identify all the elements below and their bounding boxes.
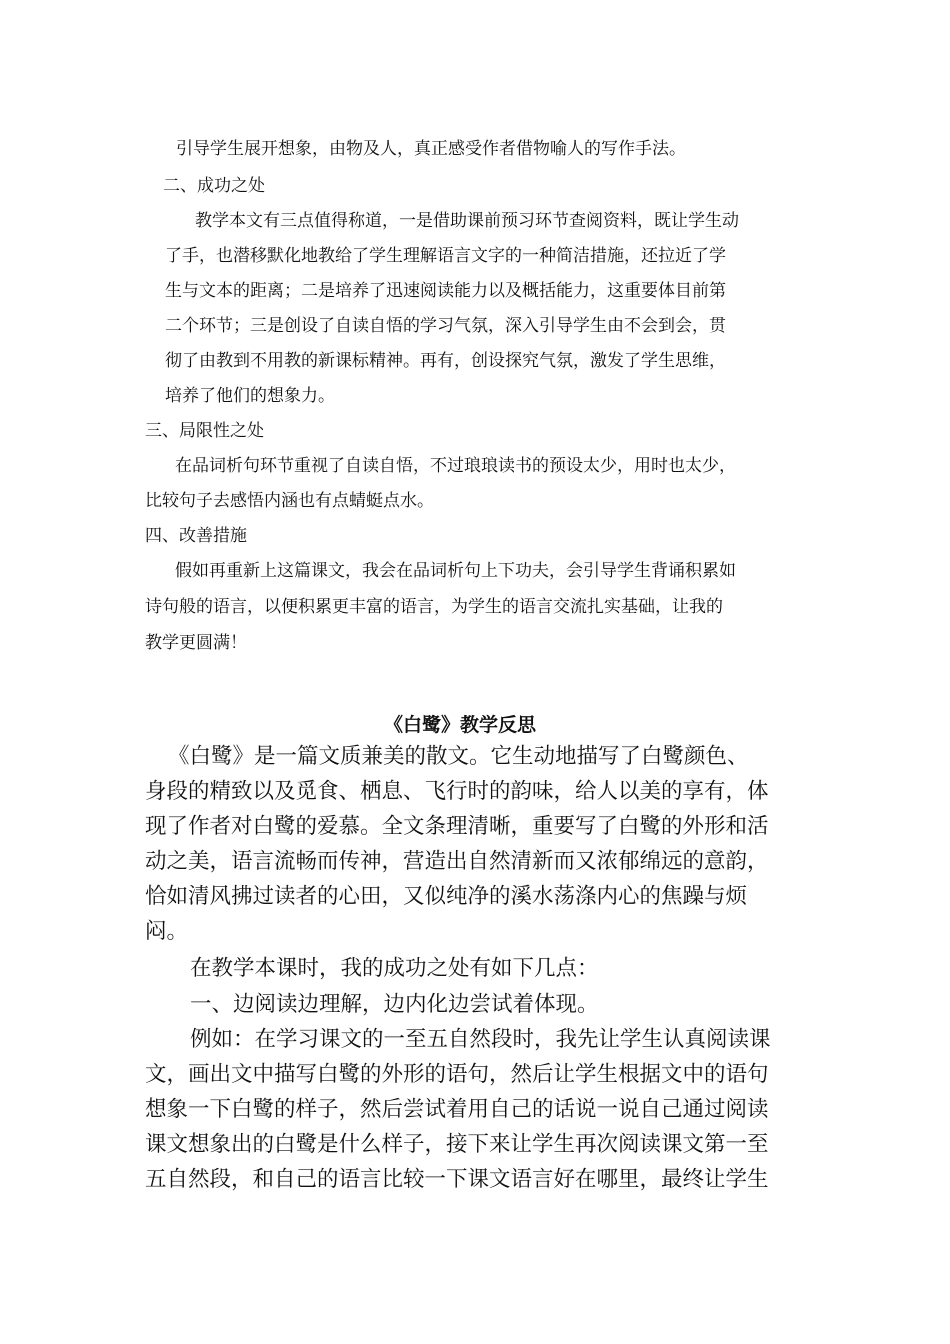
paragraph-line: 文，画出文中描写白鹭的外形的语句，然后让学生根据文中的语句 <box>145 1062 769 1087</box>
paragraph-line: 身段的精致以及觅食、栖息、飞行时的韵味，给人以美的享有，体 <box>145 779 769 804</box>
paragraph-line: 在品词析句环节重视了自读自悟，不过琅琅读书的预设太少，用时也太少， <box>175 456 736 476</box>
paragraph-line: 闷。 <box>145 919 189 944</box>
paragraph-line: 彻了由教到不用教的新课标精神。再有，创设探究气氛，激发了学生思维， <box>165 351 726 371</box>
section-heading: 四、改善措施 <box>145 526 247 546</box>
paragraph-line: 想象一下白鹭的样子，然后尝试着用自己的话说一说自己通过阅读 <box>145 1097 769 1122</box>
paragraph-line: 生与文本的距离；二是培养了迅速阅读能力以及概括能力，这重要体目前第 <box>165 281 726 301</box>
paragraph-line: 例如：在学习课文的一至五自然段时，我先让学生认真阅读课 <box>190 1027 771 1052</box>
paragraph-line: 教学本文有三点值得称道，一是借助课前预习环节查阅资料，既让学生动 <box>195 211 739 231</box>
paragraph-line: 了手，也潜移默化地教给了学生理解语言文字的一种简洁措施，还拉近了学 <box>165 246 726 266</box>
section-heading: 三、局限性之处 <box>145 421 264 441</box>
paragraph-line: 《白鹭》是一篇文质兼美的散文。它生动地描写了白鹭颜色、 <box>168 744 749 769</box>
page-title: 《白鹭》教学反思 <box>384 714 537 736</box>
paragraph-line: 五自然段，和自己的语言比较一下课文语言好在哪里，最终让学生 <box>145 1167 769 1192</box>
section-heading: 二、成功之处 <box>163 176 265 196</box>
paragraph-line: 动之美，语言流畅而传神，营造出自然清新而又浓郁绵远的意韵， <box>145 849 769 874</box>
paragraph-line: 教学更圆满！ <box>145 633 247 653</box>
paragraph-line: 比较句子去感悟内涵也有点蜻蜓点水。 <box>145 491 434 511</box>
paragraph-line: 课文想象出的白鹭是什么样子，接下来让学生再次阅读课文第一至 <box>145 1132 769 1157</box>
paragraph-line: 引导学生展开想象，由物及人，真正感受作者借物喻人的写作手法。 <box>176 139 686 159</box>
section-heading: 一、边阅读边理解，边内化边尝试着体现。 <box>190 992 599 1017</box>
paragraph-line: 在教学本课时，我的成功之处有如下几点： <box>190 956 599 981</box>
paragraph-line: 诗句般的语言，以便积累更丰富的语言，为学生的语言交流扎实基础，让我的 <box>145 597 723 617</box>
paragraph-line: 假如再重新上这篇课文，我会在品词析句上下功夫，会引导学生背诵积累如 <box>175 561 736 581</box>
paragraph-line: 现了作者对白鹭的爱慕。全文条理清晰，重要写了白鹭的外形和活 <box>145 814 769 839</box>
paragraph-line: 二个环节；三是创设了自读自悟的学习气氛，深入引导学生由不会到会，贯 <box>165 316 726 336</box>
paragraph-line: 培养了他们的想象力。 <box>165 386 335 406</box>
paragraph-line: 恰如清风拂过读者的心田，又似纯净的溪水荡涤内心的焦躁与烦 <box>145 884 748 909</box>
